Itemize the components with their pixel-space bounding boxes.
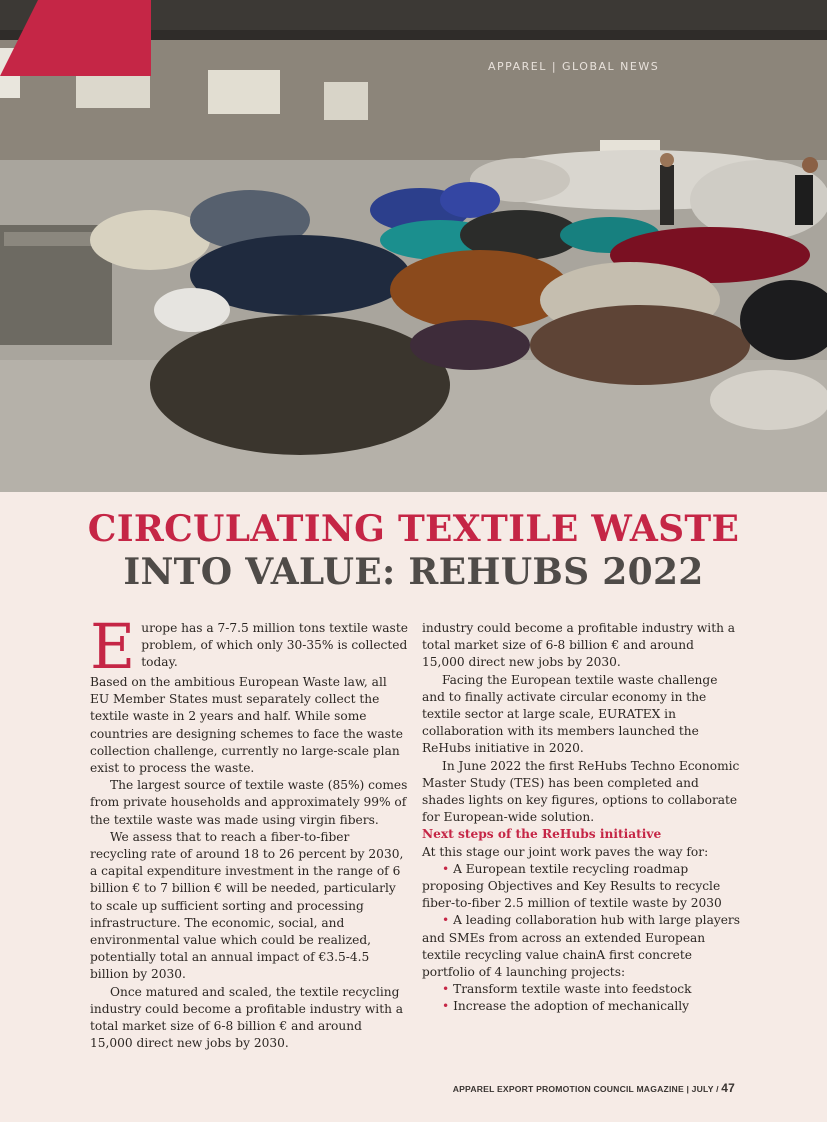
paragraph-4-continued: industry could become a profitable industry with a total market size of 6-8 billion € and around 15,000 direct new jobs by 2030. (422, 621, 736, 670)
paragraph-7: At this stage our joint work paves the way for: (422, 844, 709, 859)
intro-paragraph: urope has a 7-7.5 million tons textile waste problem, of which only 30-35% is collected today. (141, 621, 408, 670)
paragraph-5: Facing the European textile waste challenge and to finally activate circular economy in the textile sector at large scale, EURATEX in collaboration with its members launched the ReHubs initiative in 2020. (422, 672, 718, 756)
magazine-logo-icon (0, 0, 151, 76)
paragraph-2: The largest source of textile waste (85%) comes from private households and approximately 99% of the textile waste was made using virgin fibers. (90, 778, 408, 827)
bullet-icon: • (442, 913, 450, 928)
bullet-item: • Transform textile waste into feedstock (442, 982, 692, 997)
drop-cap: E (90, 610, 136, 683)
footer-text: APPAREL EXPORT PROMOTION COUNCIL MAGAZINE | JULY / (452, 1084, 719, 1094)
bullet-item: • A European textile recycling roadmap proposing Objectives and Key Results to recycle fiber-to-fiber 2.5 million of textile waste by 2030 (422, 861, 722, 911)
title-line-1: CIRCULATING TEXTILE WASTE (87, 508, 740, 550)
bullet-icon: • (442, 861, 450, 876)
article-title (0, 508, 827, 594)
article-column-2 (422, 620, 740, 1016)
bullet-item: • Increase the adoption of mechanically (442, 999, 690, 1014)
paragraph-3: We assess that to reach a fiber-to-fiber recycling rate of around 18 to 26 percent by 2030, a capital expenditure investment in the range of 6 billion € to 7 billion € will be needed, particularly to scale up sufficient sorting and processing infrastructure. The economic, social, and environmental value which could be realized, potentially total an annual impact of €3.5-4.5 billion by 2030. (90, 829, 404, 982)
hero-photo (0, 0, 827, 492)
title-line-2: INTO VALUE: REHUBS 2022 (123, 551, 704, 593)
paragraph-4: Once matured and scaled, the textile recycling industry could become a profitable industry with a total market size of 6-8 billion € and around 15,000 direct new jobs by 2030. (90, 984, 404, 1051)
bullet-icon: • (442, 999, 450, 1014)
page-number: 47 (721, 1081, 735, 1095)
paragraph-6: In June 2022 the first ReHubs Techno Economic Master Study (TES) has been completed and shades lights on key figures, options to collaborate for European-wide solution. (422, 758, 740, 825)
article-column-1 (90, 610, 408, 1051)
bullet-icon: • (442, 982, 450, 997)
section-tag: APPAREL | GLOBAL NEWS (488, 60, 660, 73)
page-footer (453, 1081, 735, 1095)
subheading: Next steps of the ReHubs initiative (422, 827, 662, 842)
bullet-item: • A leading collaboration hub with large players and SMEs from across an extended European textile recycling value chainA first concrete portfolio of 4 launching projects: (422, 913, 741, 980)
paragraph-1: Based on the ambitious European Waste law, all EU Member States must separately collect the textile waste in 2 years and half. While some countries are designing schemes to face the waste collection challenge, currently no large-scale plan exist to process the waste. (90, 675, 403, 776)
